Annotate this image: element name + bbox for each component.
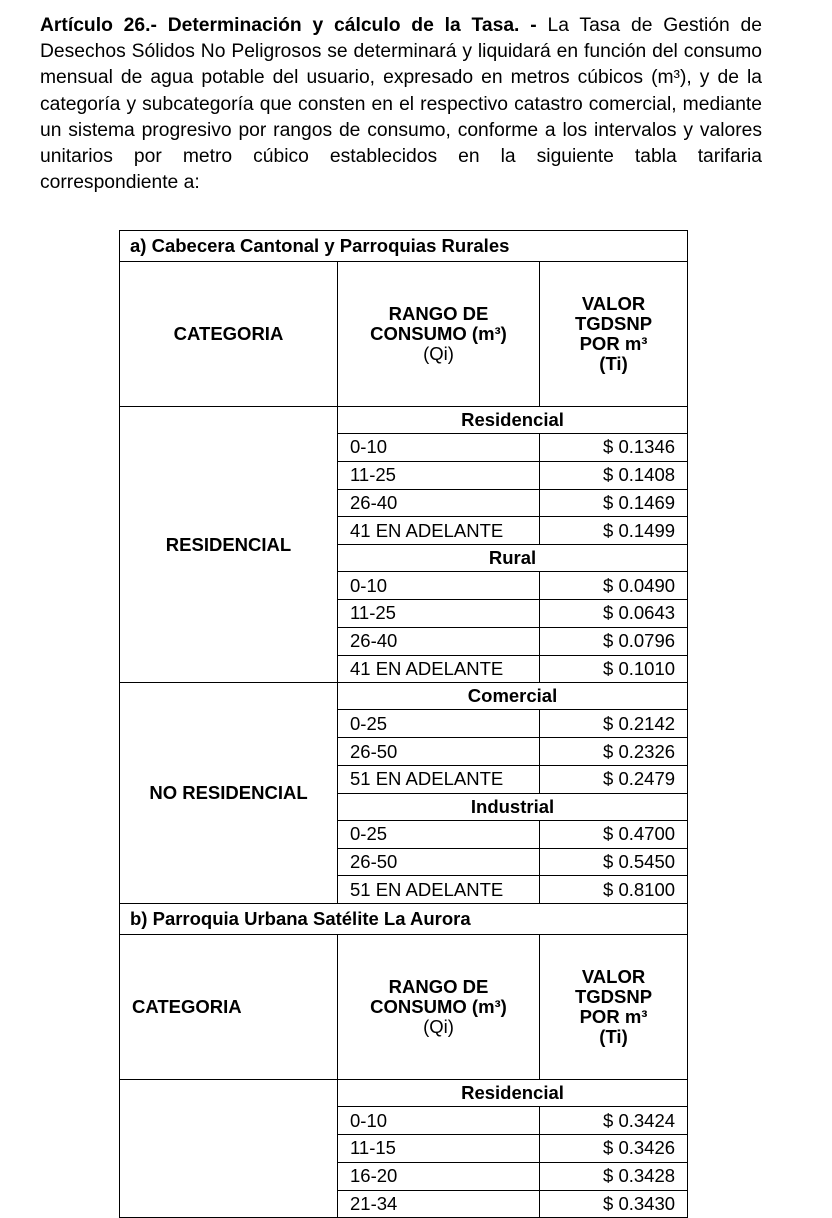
header-valor-line-1: VALOR — [581, 966, 646, 988]
tariff-table-body — [120, 231, 688, 1218]
range-cell: 0-10 — [338, 572, 540, 600]
header-row — [120, 935, 688, 1080]
article-separator: - — [519, 15, 548, 36]
category-cell: NO RESIDENCIAL — [120, 683, 338, 904]
header-valor-line-2: TGDSNP — [574, 313, 653, 334]
value-cell: $ 0.1408 — [540, 461, 688, 489]
value-cell: $ 0.1499 — [540, 517, 688, 545]
range-cell: 0-10 — [338, 1107, 540, 1135]
article-body: La Tasa de Gestión de Desechos Sólidos No Peligrosos se determinará y liquidará en función del consumo mensual de agua potable del usuario, expresado en metros cúbicos (m³), y de la categoría y subcategoría que consten en el respectivo catastro comercial, mediante un sistema progresivo por rangos de consumo, conforme a los intervalos y valores unitarios por metro cúbico establecidos en la siguiente tabla tarifaria correspondiente a: — [40, 15, 762, 194]
header-valor-line-1: VALOR — [581, 293, 646, 314]
value-cell: $ 0.8100 — [540, 876, 688, 904]
section-title-row — [120, 231, 688, 262]
subcategory-label: Industrial — [338, 793, 688, 820]
range-cell: 26-50 — [338, 848, 540, 876]
value-cell: $ 0.3430 — [540, 1190, 688, 1218]
range-cell: 26-50 — [338, 738, 540, 766]
subcategory-row — [120, 1080, 688, 1107]
value-cell: $ 0.1469 — [540, 489, 688, 517]
header-valor-line-4: (Ti) — [599, 353, 628, 374]
header-valor-line-2: TGDSNP — [574, 986, 653, 1008]
value-cell: $ 0.0796 — [540, 627, 688, 655]
subcategory-row — [120, 407, 688, 434]
value-cell: $ 0.4700 — [540, 820, 688, 848]
article-heading: Artículo 26.- Determinación y cálculo de la Tasa. — [40, 15, 520, 36]
header-rango-line-3: (Qi) — [423, 343, 454, 364]
header-rango — [338, 262, 540, 407]
value-cell: $ 0.2142 — [540, 710, 688, 738]
range-cell: 0-10 — [338, 434, 540, 462]
subcategory-label: Residencial — [338, 1080, 688, 1107]
header-valor — [540, 262, 688, 407]
category-cell — [120, 1080, 338, 1218]
range-cell: 26-40 — [338, 489, 540, 517]
range-cell: 51 EN ADELANTE — [338, 765, 540, 793]
header-row — [120, 262, 688, 407]
subcategory-row — [120, 683, 688, 710]
value-cell: $ 0.0490 — [540, 572, 688, 600]
range-cell: 11-25 — [338, 461, 540, 489]
category-cell: RESIDENCIAL — [120, 407, 338, 683]
header-valor-line-3: POR m³ — [579, 333, 648, 354]
header-rango-line-1: RANGO DE — [388, 976, 489, 998]
header-rango-line-3: (Qi) — [423, 1016, 454, 1038]
value-cell: $ 0.0643 — [540, 599, 688, 627]
range-cell: 21-34 — [338, 1190, 540, 1218]
range-cell: 0-25 — [338, 820, 540, 848]
range-cell: 51 EN ADELANTE — [338, 876, 540, 904]
range-cell: 26-40 — [338, 627, 540, 655]
section-title-row — [120, 904, 688, 935]
value-cell: $ 0.2326 — [540, 738, 688, 766]
subcategory-label: Rural — [338, 545, 688, 572]
header-rango-line-1: RANGO DE — [388, 303, 489, 324]
header-rango — [338, 935, 540, 1080]
subcategory-label: Comercial — [338, 683, 688, 710]
value-cell: $ 0.1010 — [540, 655, 688, 683]
range-cell: 11-15 — [338, 1134, 540, 1162]
header-rango-line-2: CONSUMO (m³) — [370, 323, 507, 344]
value-cell: $ 0.3426 — [540, 1134, 688, 1162]
range-cell: 41 EN ADELANTE — [338, 655, 540, 683]
section-title: b) Parroquia Urbana Satélite La Aurora — [120, 904, 688, 935]
header-categoria: CATEGORIA — [120, 935, 338, 1080]
section-title: a) Cabecera Cantonal y Parroquias Rurales — [120, 231, 688, 262]
header-rango-line-2: CONSUMO (m³) — [370, 996, 507, 1018]
value-cell: $ 0.5450 — [540, 848, 688, 876]
range-cell: 11-25 — [338, 599, 540, 627]
range-cell: 41 EN ADELANTE — [338, 517, 540, 545]
article-paragraph — [40, 13, 762, 196]
value-cell: $ 0.3424 — [540, 1107, 688, 1135]
range-cell: 0-25 — [338, 710, 540, 738]
subcategory-label: Residencial — [338, 407, 688, 434]
header-valor-line-4: (Ti) — [599, 1026, 628, 1048]
header-categoria: CATEGORIA — [120, 262, 338, 407]
header-valor-line-3: POR m³ — [579, 1006, 648, 1028]
value-cell: $ 0.1346 — [540, 434, 688, 462]
header-valor — [540, 935, 688, 1080]
value-cell: $ 0.3428 — [540, 1162, 688, 1190]
value-cell: $ 0.2479 — [540, 765, 688, 793]
range-cell: 16-20 — [338, 1162, 540, 1190]
tariff-table — [119, 230, 688, 1218]
